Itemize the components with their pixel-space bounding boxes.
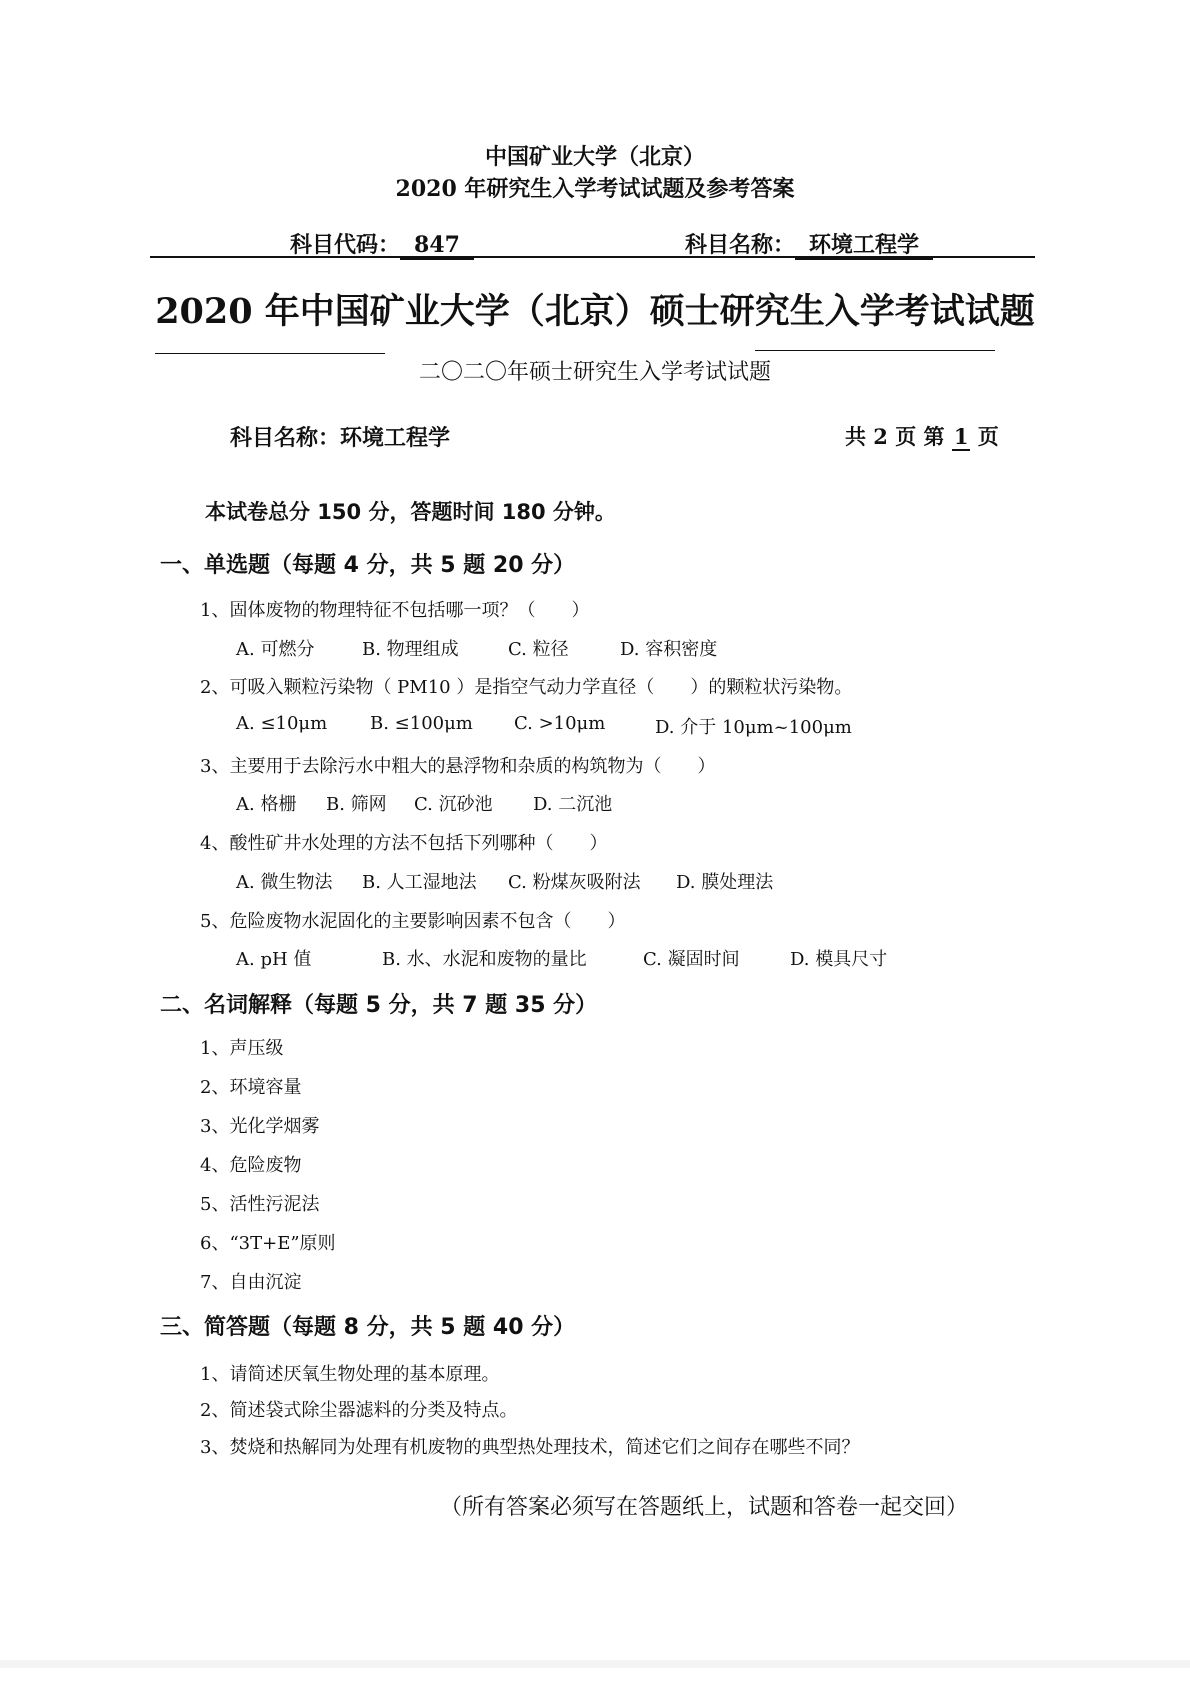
short-answer-item: 1、请简述厌氧生物处理的基本原理。 <box>200 1364 500 1385</box>
page-count <box>845 421 999 451</box>
term-item: 4、危险废物 <box>200 1155 302 1176</box>
term-item: 7、自由沉淀 <box>200 1272 302 1293</box>
subject-code-label: 科目代码： <box>290 232 401 258</box>
scan-edge <box>0 1660 1190 1668</box>
header-divider <box>150 256 1035 258</box>
q1-option-c: C. 粒径 <box>508 639 569 660</box>
question-2: 2、可吸入颗粒污染物（ PM10 ）是指空气动力学直径（ ）的颗粒状污染物。 <box>200 677 853 698</box>
exam-subtitle: 二〇二〇年硕士研究生入学考试试题 <box>418 360 771 385</box>
q5-option-a: A. pH 值 <box>236 949 312 970</box>
page-count-suffix: 页 <box>970 424 999 449</box>
q1-option-b: B. 物理组成 <box>362 639 459 660</box>
term-item: 1、声压级 <box>200 1038 284 1059</box>
section-heading-single-choice: 一、单选题（每题 4 分，共 5 题 20 分） <box>160 553 576 578</box>
short-answer-item: 2、简述袋式除尘器滤料的分类及特点。 <box>200 1400 518 1421</box>
question-5: 5、危险废物水泥固化的主要影响因素不包含（ ） <box>200 911 626 932</box>
subject-code-value: 847 <box>400 232 474 260</box>
question-1: 1、固体废物的物理特征不包括哪一项？（ ） <box>200 600 590 621</box>
q3-option-c: C. 沉砂池 <box>414 794 493 815</box>
footer-note: （所有答案必须写在答题纸上，试题和答卷一起交回） <box>440 1495 969 1520</box>
q4-option-d: D. 膜处理法 <box>676 872 774 893</box>
q2-option-d: D. 介于 10μm~100μm <box>655 717 852 738</box>
page-number: 1 <box>953 424 969 449</box>
q3-option-b: B. 筛网 <box>326 794 387 815</box>
section-heading-short-answer: 三、简答题（每题 8 分，共 5 题 40 分） <box>160 1315 576 1340</box>
page-count-prefix: 共 2 页 第 <box>845 424 952 449</box>
q3-option-a: A. 格栅 <box>236 794 297 815</box>
term-item: 6、“3T+E”原则 <box>200 1233 336 1254</box>
question-3: 3、主要用于去除污水中粗大的悬浮物和杂质的构筑物为（ ） <box>200 756 716 777</box>
university-name: 中国矿业大学（北京） <box>484 144 705 170</box>
term-item: 2、环境容量 <box>200 1077 302 1098</box>
section-heading-terms: 二、名词解释（每题 5 分，共 7 题 35 分） <box>160 993 598 1018</box>
short-answer-item: 3、焚烧和热解同为处理有机废物的典型热处理技术，简述它们之间存在哪些不同？ <box>200 1437 860 1458</box>
subject-name-label: 科目名称： <box>685 232 796 258</box>
q3-option-d: D. 二沉池 <box>533 794 613 815</box>
q5-option-b: B. 水、水泥和废物的量比 <box>382 949 587 970</box>
q1-option-d: D. 容积密度 <box>620 639 718 660</box>
q5-option-d: D. 模具尺寸 <box>790 949 888 970</box>
page-title: 2020 年中国矿业大学（北京）硕士研究生入学考试试题 <box>155 291 1035 332</box>
title-rule-right <box>755 350 995 351</box>
q2-option-c: C. >10μm <box>514 713 606 734</box>
q4-option-c: C. 粉煤灰吸附法 <box>508 872 641 893</box>
term-item: 3、光化学烟雾 <box>200 1116 320 1137</box>
q2-option-a: A. ≤10μm <box>236 713 328 734</box>
q4-option-b: B. 人工湿地法 <box>362 872 477 893</box>
q4-option-a: A. 微生物法 <box>236 872 333 893</box>
document-subtitle: 2020 年研究生入学考试试题及参考答案 <box>395 176 795 202</box>
q2-option-b: B. ≤100μm <box>370 713 473 734</box>
subject-name-value: 环境工程学 <box>795 232 933 260</box>
q1-option-a: A. 可燃分 <box>236 639 315 660</box>
subject-line: 科目名称：环境工程学 <box>230 425 451 451</box>
q5-option-c: C. 凝固时间 <box>643 949 740 970</box>
title-rule-left <box>155 353 385 354</box>
total-info: 本试卷总分 150 分，答题时间 180 分钟。 <box>205 500 616 524</box>
question-4: 4、酸性矿井水处理的方法不包括下列哪种（ ） <box>200 833 608 854</box>
term-item: 5、活性污泥法 <box>200 1194 320 1215</box>
